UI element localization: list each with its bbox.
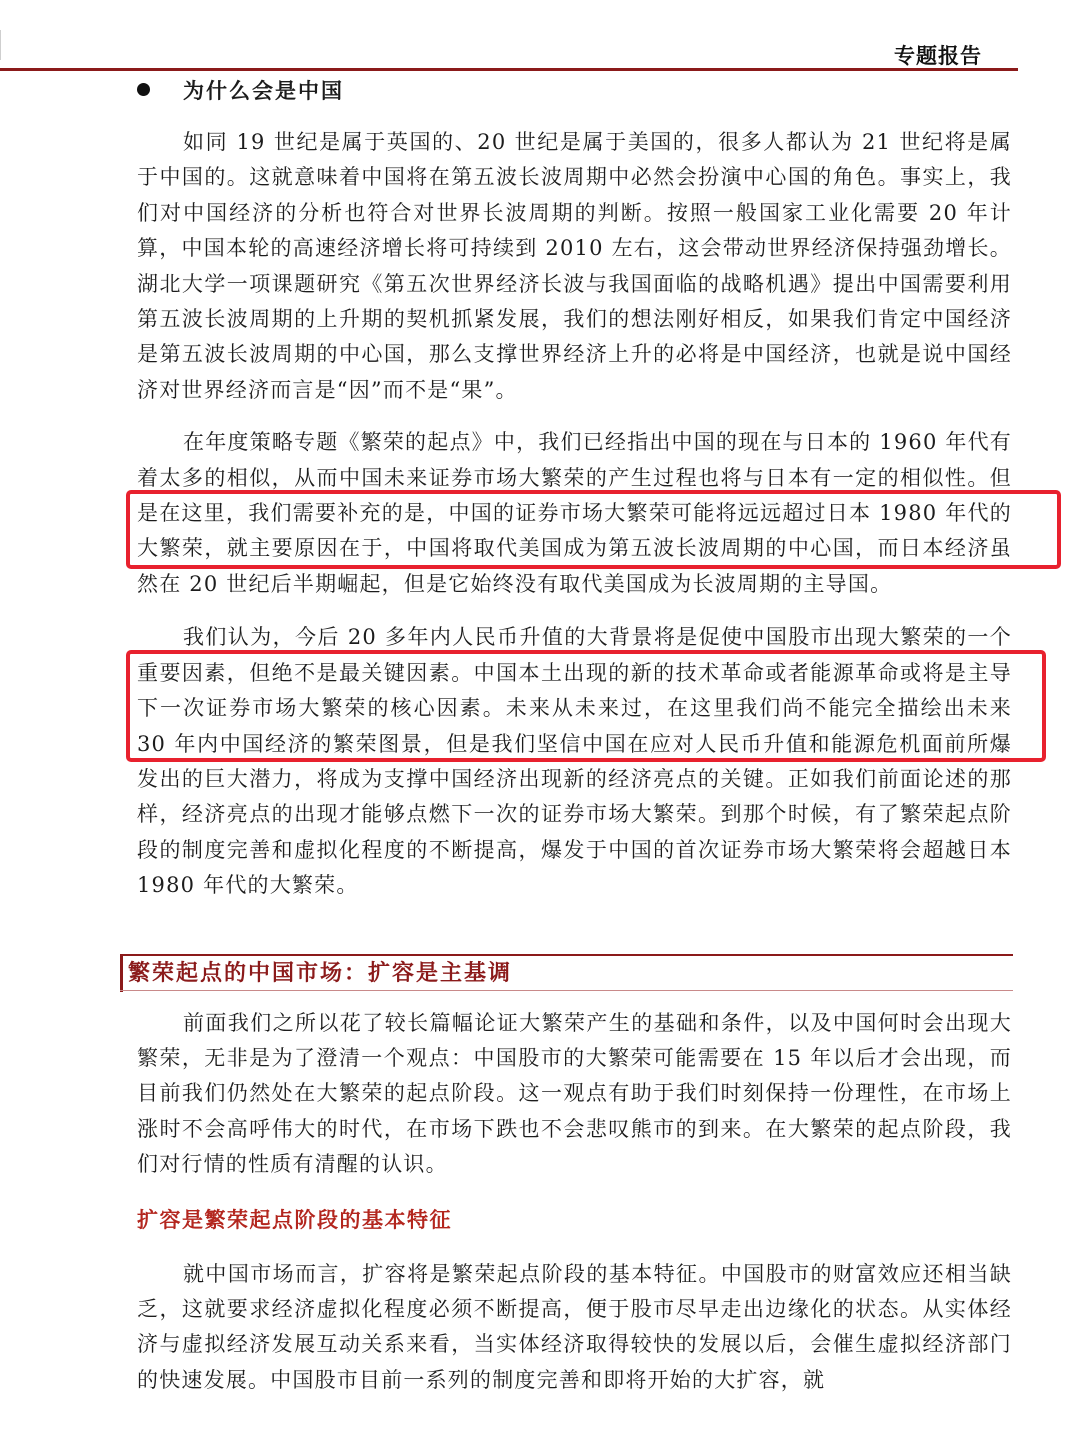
section-heading: [120, 954, 1013, 994]
highlight-box-1: [126, 490, 1061, 569]
highlight-box-2: [126, 650, 1046, 762]
section-heading-title: 繁荣起点的中国市场：扩容是主基调: [128, 959, 513, 986]
paragraph-4: 前面我们之所以花了较长篇幅论证大繁荣产生的基础和条件，以及中国何时会出现大繁荣，无非是为了澄清一个观点：中国股市的大繁荣可能需要在 15 年以后才会出现，而目前我们仍然处在大繁荣的起点阶段。这一观点有助于我们时刻保持一份理性，在市场上涨时不会高呼伟大的时代，在市场下跌也不会悲叹熊市的到来。在大繁荣的起点阶段，我们对行情的性质有清醒的认识。: [137, 1010, 1012, 1177]
bullet-heading-text: 为什么会是中国: [183, 78, 344, 103]
bullet-dot-icon: [137, 83, 150, 96]
section-heading-bottom-rule: [120, 990, 1013, 991]
section-heading-bar: [120, 954, 123, 992]
page-corner-mark: [0, 30, 7, 60]
report-type-label: 专题报告: [894, 43, 982, 68]
paragraph-5: 就中国市场而言，扩容将是繁荣起点阶段的基本特征。中国股市的财富效应还相当缺乏，这就要求经济虚拟化程度必须不断提高，便于股市尽早走出边缘化的状态。从实体经济与虚拟经济发展互动关系来看，当实体经济取得较快的发展以后，会催生虚拟经济部门的快速发展。中国股市目前一系列的制度完善和即将开始的大扩容，就: [137, 1261, 1012, 1392]
sub-heading: 扩容是繁荣起点阶段的基本特征: [137, 1206, 452, 1232]
paragraph-3: 我们认为，今后 20 多年内人民币升值的大背景将是促使中国股市出现大繁荣的一个重要因素，但绝不是最关键因素。中国本土出现的新的技术革命或者能源革命或将是主导下一次证券市场大繁荣的核心因素。未来从未来过，在这里我们尚不能完全描绘出未来 30 年内中国经济的繁荣图景，但是我们坚信中国在应对人民币升值和能源危机面前所爆发出的巨大潜力，将成为支撑中国经济出现新的经济亮点的关键。正如我们前面论述的那样，经济亮点的出现才能够点燃下一次的证券市场大繁荣。到那个时候，有了繁荣起点阶段的制度完善和虚拟化程度的不断提高，爆发于中国的首次证券市场大繁荣将会超越日本 1980 年代的大繁荣。: [137, 625, 1012, 898]
header-rule: [0, 68, 1018, 71]
paragraph-2: 在年度策略专题《繁荣的起点》中，我们已经指出中国的现在与日本的 1960 年代有着太多的相似，从而中国未来证券市场大繁荣的产生过程也将与日本有一定的相似性。但是在这里，我们需要补充的是，中国的证券市场大繁荣可能将远远超过日本 1980 年代的大繁荣，就主要原因在于，中国将取代美国成为第五波长波周期的中心国，而日本经济虽然在 20 世纪后半期崛起，但是它始终没有取代美国成为长波周期的主导国。: [137, 430, 1012, 596]
bullet-heading: [137, 72, 1012, 110]
paragraph-1: 如同 19 世纪是属于英国的、20 世纪是属于美国的，很多人都认为 21 世纪将是属于中国的。这就意味着中国将在第五波长波周期中必然会扮演中心国的角色。事实上，我们对中国经济的分析也符合对世界长波周期的判断。按照一般国家工业化需要 20 年计算，中国本轮的高速经济增长将可持续到 2010 左右，这会带动世界经济保持强劲增长。湖北大学一项课题研究《第五次世界经济长波与我国面临的战略机遇》提出中国需要利用第五波长波周期的上升期的契机抓紧发展，我们的想法刚好相反，如果我们肯定中国经济是第五波长波周期的中心国，那么支撑世界经济上升的必将是中国经济，也就是说中国经济对世界经济而言是“因”而不是“果”。: [137, 130, 1012, 402]
